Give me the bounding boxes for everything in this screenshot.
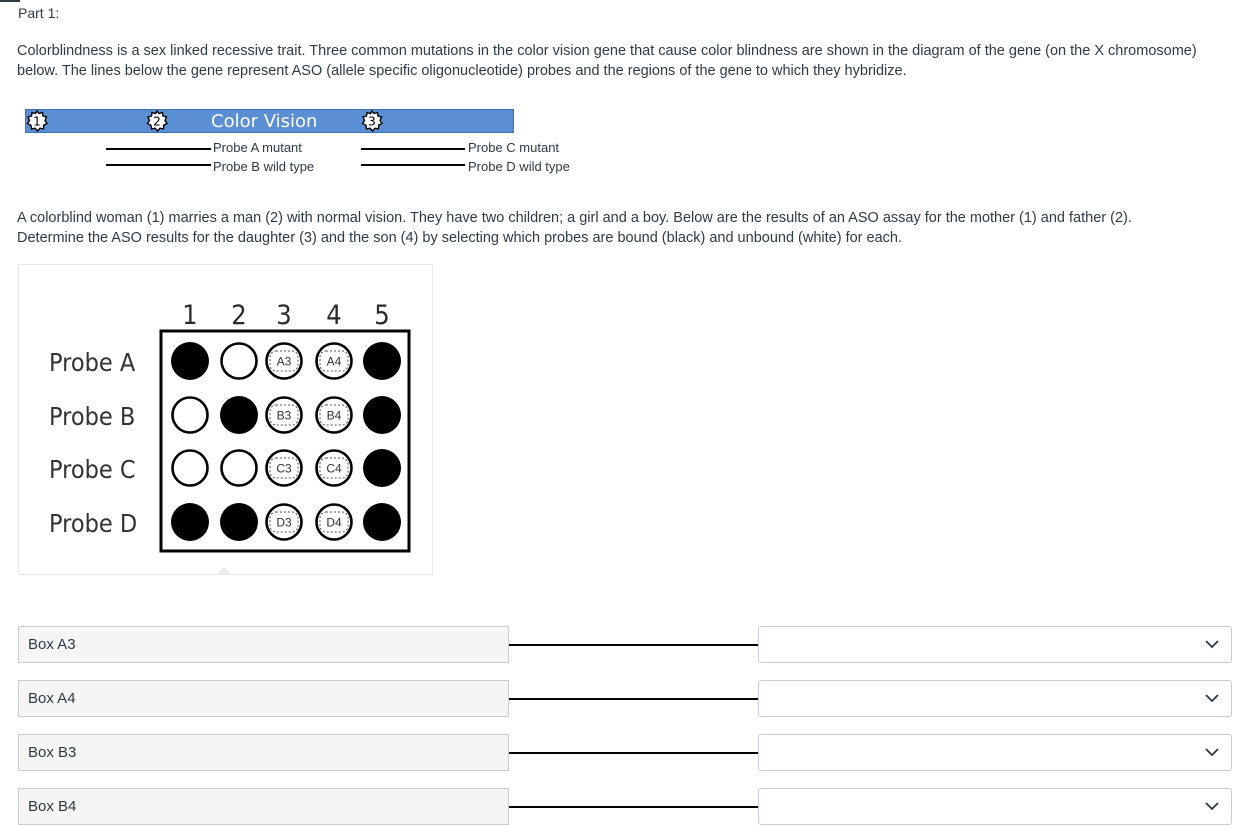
aso-column-label-1: 1 [182, 300, 198, 331]
answer-select-box-b4[interactable] [758, 788, 1232, 825]
aso-row-label-1: Probe A [49, 348, 136, 377]
aso-dot-unbound [222, 344, 257, 379]
aso-dot-bound [363, 342, 401, 380]
answer-connector-line [509, 806, 758, 808]
probe-b-line [106, 164, 211, 166]
answer-select-box-a3[interactable] [758, 626, 1232, 663]
aso-dot-bound [220, 396, 258, 434]
chevron-down-icon [1205, 639, 1219, 649]
answer-connector-line [509, 752, 758, 754]
aso-row-label-3: Probe C [49, 455, 136, 484]
marker-2-icon [146, 110, 168, 132]
aso-row-label-2: Probe B [49, 402, 136, 431]
answer-select-box-b3[interactable] [758, 734, 1232, 771]
aso-column-label-4: 4 [326, 300, 342, 331]
aso-dot-bound [363, 396, 401, 434]
answer-label-box-b3: Box B3 [18, 734, 509, 771]
probe-c-label: Probe C mutant [468, 140, 560, 155]
answer-select-box-a4[interactable] [758, 680, 1232, 717]
intro-paragraph: Colorblindness is a sex linked recessive trait. Three common mutations in the color vision gene that cause color blindness are shown in the diagram of the gene (on the X chromosome) below. The lines below the gene represent ASO (allele specific oligonucleotide) probes and the regions of the gene to which they hybridize. [17, 43, 1197, 79]
aso-answer-box-label: A4 [326, 354, 342, 369]
aso-dot-bound [220, 503, 258, 541]
aso-grid [18, 264, 433, 575]
aso-row-label-4: Probe D [49, 509, 138, 538]
aso-dot-bound [363, 503, 401, 541]
probe-a-line [106, 148, 211, 150]
aso-answer-box-label: B3 [276, 408, 292, 423]
marker-1-icon [26, 110, 48, 132]
aso-dot-unbound [222, 451, 257, 486]
answer-label-box-a3: Box A3 [18, 626, 509, 663]
answer-label-box-b4: Box B4 [18, 788, 509, 825]
aso-answer-box-label: B4 [326, 408, 342, 423]
aso-column-label-3: 3 [276, 300, 292, 331]
aso-answer-box-label: D4 [326, 515, 342, 530]
aso-answer-box-label: C4 [326, 461, 342, 476]
probe-d-label: Probe D wild type [468, 159, 570, 174]
aso-column-label-2: 2 [231, 300, 247, 331]
marker-3-icon [361, 110, 383, 132]
probe-c-line [361, 148, 465, 150]
aso-dot-unbound [173, 398, 208, 433]
aso-dot-unbound [173, 451, 208, 486]
scenario-paragraph [17, 208, 1232, 248]
aso-dot-bound [363, 449, 401, 487]
marker-2-label: 2 [153, 114, 161, 129]
chevron-down-icon [1205, 747, 1219, 757]
probe-b-label: Probe B wild type [213, 159, 315, 174]
marker-1-label: 1 [33, 114, 41, 129]
aso-answer-box-label: A3 [276, 354, 292, 369]
aso-dot-bound [171, 503, 209, 541]
aso-answer-box-label: C3 [276, 461, 292, 476]
part-title: Part 1: [18, 5, 60, 21]
answer-connector-line [509, 644, 758, 646]
answer-connector-line [509, 698, 758, 700]
chevron-down-icon [1205, 693, 1219, 703]
chevron-down-icon [1205, 801, 1219, 811]
gene-label: Color Vision [211, 111, 318, 132]
probe-a-label: Probe A mutant [213, 140, 302, 155]
marker-3-label: 3 [368, 114, 376, 129]
aso-column-label-5: 5 [374, 300, 390, 331]
aso-answer-box-label: D3 [276, 515, 292, 530]
aso-dot-bound [171, 342, 209, 380]
answer-label-box-a4: Box A4 [18, 680, 509, 717]
corner-mark [0, 0, 20, 2]
scenario-line-2: Determine the ASO results for the daughter (3) and the son (4) by selecting which probes are bound (black) and unbound (white) for each. [17, 230, 902, 246]
scenario-line-1: A colorblind woman (1) marries a man (2) with normal vision. They have two children; a girl and a boy. Below are the results of an ASO assay for the mother (1) and father (2). [17, 210, 1132, 226]
probe-d-line [361, 164, 465, 166]
